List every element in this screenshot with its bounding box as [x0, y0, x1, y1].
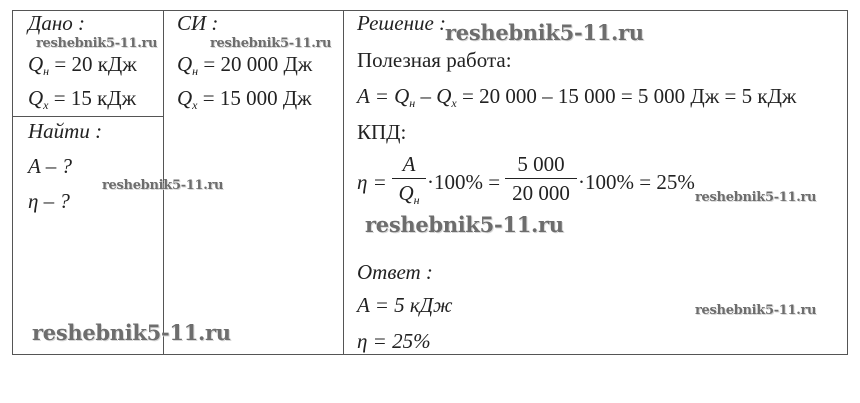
given-q-n: [28, 54, 137, 77]
given-q-n-subscript: н: [43, 64, 50, 78]
watermark: reshebnik5-11.ru: [210, 36, 332, 51]
si-q-n-subscript: н: [192, 64, 199, 78]
work-eq-rest: = 20 000 – 15 000 = 5 000 Дж = 5 кДж: [456, 84, 797, 108]
work-equation: [357, 86, 796, 109]
fraction1-den-subscript: н: [413, 193, 420, 207]
given-q-x-symbol: Q: [28, 86, 44, 110]
given-q-n-value: = 20 кДж: [54, 52, 137, 76]
fraction-a-over-qn: [392, 154, 426, 206]
si-q-n-value: = 20 000 Дж: [203, 52, 313, 76]
work-eq-a: A = Q: [357, 84, 410, 108]
solution-header: Решение :: [357, 11, 447, 35]
si-q-x-subscript: х: [192, 98, 198, 112]
answer-eta: η = 25%: [357, 329, 431, 353]
eta-eq-mid: ·100% =: [427, 170, 501, 194]
answer-header: Ответ :: [357, 260, 433, 284]
watermark: reshebnik5-11.ru: [365, 212, 564, 237]
work-eq-sub1: н: [409, 96, 416, 110]
given-header: Дано :: [28, 11, 86, 35]
fraction2-numerator: 5 000: [517, 152, 565, 176]
si-q-x-value: = 15 000 Дж: [202, 86, 312, 110]
si-q-x-symbol: Q: [177, 86, 193, 110]
column-divider-si: [343, 11, 344, 354]
si-q-x: [177, 88, 312, 111]
watermark: reshebnik5-11.ru: [102, 178, 224, 193]
eta-eq-rest: ·100% = 25%: [578, 170, 695, 194]
given-q-x-value: = 15 кДж: [53, 86, 137, 110]
find-a: A – ?: [28, 154, 72, 178]
kpd-label: КПД:: [357, 120, 407, 144]
watermark: reshebnik5-11.ru: [695, 190, 817, 205]
fraction1-numerator: A: [402, 152, 416, 176]
useful-work-label: Полезная работа:: [357, 48, 512, 72]
fraction2-denominator: 20 000: [505, 178, 577, 204]
answer-a: A = 5 кДж: [357, 293, 453, 317]
work-eq-minus: – Q: [415, 84, 452, 108]
si-q-n: [177, 54, 312, 77]
find-header: Найти :: [28, 119, 103, 143]
eta-eq-lhs: η =: [357, 170, 387, 194]
watermark: reshebnik5-11.ru: [445, 20, 644, 45]
watermark: reshebnik5-11.ru: [36, 36, 158, 51]
given-q-n-symbol: Q: [28, 52, 44, 76]
watermark: reshebnik5-11.ru: [695, 303, 817, 318]
si-header: СИ :: [177, 11, 219, 35]
given-q-x-subscript: х: [43, 98, 49, 112]
given-q-x: [28, 88, 136, 111]
row-divider-find: [13, 116, 163, 117]
si-q-n-symbol: Q: [177, 52, 193, 76]
watermark: reshebnik5-11.ru: [32, 320, 231, 345]
fraction1-denominator: [392, 178, 426, 206]
find-eta: η – ?: [28, 189, 70, 213]
fraction-5000-over-20000: [505, 154, 577, 204]
fraction1-den-symbol: Q: [398, 181, 414, 205]
work-eq-sub2: х: [451, 96, 457, 110]
